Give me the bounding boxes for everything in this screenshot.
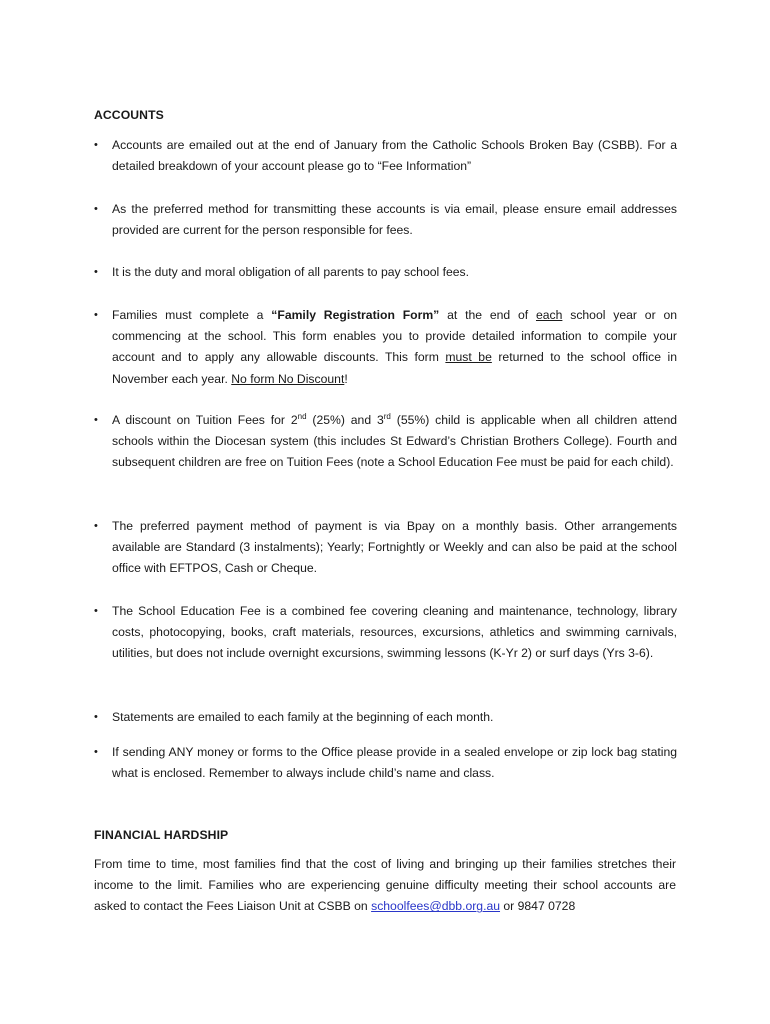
email-link[interactable]: schoolfees@dbb.org.au [371,899,501,914]
bullet-family-registration-form: • Families must complete a “Family Registration Form” at the end of each school year or on commencing at the school. This form enables you to provide detailed information to compile your account and to apply any allowable discounts. This form must be returned to the school office in November each year. No form No Discount! [112,305,677,390]
bullet-statements-emailed: • Statements are emailed to each family at the beginning of each month. [112,707,677,728]
no-form-no-discount: No form No Discount [231,371,345,386]
bullet-tuition-discount: • A discount on Tuition Fees for 2nd (25%) and 3rd (55%) child is applicable when all children attend schools within the Diocesan system (this includes St Edward’s Christian Brothers College). Fourth and subsequent children are free on Tuition Fees (note a School Education Fee must be paid for each child). [112,410,677,474]
family-registration-form-label: “Family Registration Form” [271,308,440,322]
financial-hardship-heading: FINANCIAL HARDSHIP [94,828,229,842]
bullet-preferred-method-email: • As the preferred method for transmitting these accounts is via email, please ensure email addresses provided are current for the person responsible for fees. [112,199,677,241]
accounts-heading: ACCOUNTS [94,108,164,122]
bullet-sending-money: • If sending ANY money or forms to the Office please provide in a sealed envelope or zip lock bag stating what is enclosed. Remember to always include child’s name and class. [112,742,677,784]
financial-hardship-paragraph: From time to time, most families find that the cost of living and bringing up their families stretches their income to the limit. Families who are experiencing genuine difficulty meeting their school accounts are asked to contact the Fees Liaison Unit at CSBB on schoolfees@dbb.org.au or 9847 0728 [94,857,676,914]
bullet-accounts-emailed: • Accounts are emailed out at the end of January from the Catholic Schools Broken Bay (CSBB). For a detailed breakdown of your account please go to “Fee Information” [112,135,677,177]
bullet-duty-to-pay: • It is the duty and moral obligation of all parents to pay school fees. [112,262,677,283]
bullet-school-education-fee: • The School Education Fee is a combined fee covering cleaning and maintenance, technology, library costs, photocopying, books, craft materials, resources, excursions, athletics and swimming carnivals, utilities, but does not include overnight excursions, swimming lessons (K-Yr 2) or surf days (Yrs 3-6). [112,601,677,665]
bullet-payment-method: • The preferred payment method of payment is via Bpay on a monthly basis. Other arrangements available are Standard (3 instalments); Yearly; Fortnightly or Weekly and can also be paid at the school office with EFTPOS, Cash or Cheque. [112,516,677,580]
